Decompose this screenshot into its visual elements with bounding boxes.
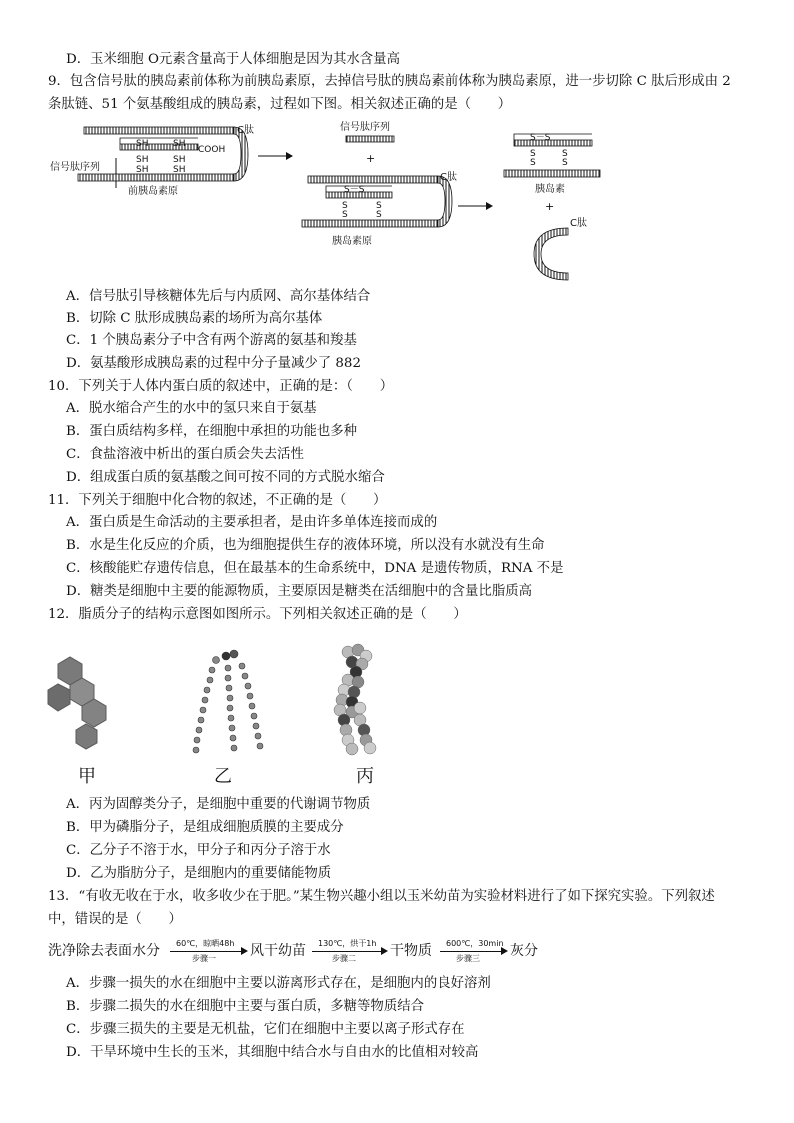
arrow3-step: 步骤三 xyxy=(456,954,480,963)
label-jia: 甲 xyxy=(78,766,96,787)
q13-stem-line1: 13．“有收无收在于水，收多收少在于肥。”某生物兴趣小组以玉米幼苗为实验材料进行了如下探究实验。下列叙述 xyxy=(48,889,715,904)
insulin-processing-figure xyxy=(40,118,610,290)
disulfide-bond: S－S xyxy=(344,185,365,195)
q9-stem-line2: 条肽链、51 个氨基酸组成的胰岛素，过程如下图。相关叙述正确的是（ ） xyxy=(48,97,512,112)
pre-proinsulin-label: 前胰岛素原 xyxy=(128,186,178,197)
s-label: S xyxy=(530,149,536,159)
signal-peptide-label: 信号肽序列 xyxy=(50,162,100,173)
q9-stem-line1: 9．包含信号肽的胰岛素前体称为前胰岛素原，去掉信号肽的胰岛素前体称为胰岛素原，进一步切除 C 肽后形成由 2 xyxy=(48,74,731,89)
q13-option-b[interactable]: B．步骤二损失的水在细胞中主要与蛋白质，多糖等物质结合 xyxy=(66,999,424,1014)
phospholipid-model xyxy=(334,644,376,755)
sh-label: SH xyxy=(173,165,186,175)
sh-label: SH xyxy=(136,139,149,149)
arrow3-condition: 600℃，30min xyxy=(446,939,504,948)
flow-step-airdried: 风干幼苗 xyxy=(250,943,306,959)
q12-option-c[interactable]: C．乙分子不溶于水，甲分子和丙分子溶于水 xyxy=(66,843,331,858)
q12-option-d[interactable]: D．乙为脂肪分子，是细胞内的重要储能物质 xyxy=(66,866,332,881)
q11-stem: 11．下列关于细胞中化合物的叙述，不正确的是（ ） xyxy=(48,493,387,508)
q10-stem: 10．下列关于人体内蛋白质的叙述中，正确的是：（ ） xyxy=(48,379,394,394)
flow-step-ash: 灰分 xyxy=(510,943,538,959)
s-label: S xyxy=(530,158,536,168)
cooh-label: COOH xyxy=(198,145,226,155)
flow-arrow-3 xyxy=(440,951,502,952)
s-label: S xyxy=(376,201,382,211)
proinsulin-label: 胰岛素原 xyxy=(332,236,372,247)
steroid-hexagons xyxy=(48,657,106,749)
flow-step-drymatter: 干物质 xyxy=(390,943,432,959)
flow-arrow-1 xyxy=(170,951,242,952)
q12-stem: 12．脂质分子的结构示意图如图所示。下列相关叙述正确的是（ ） xyxy=(48,607,467,622)
q8-option-d: D．玉米细胞 O元素含量高于人体细胞是因为其水含量高 xyxy=(66,52,400,67)
c-peptide-label: C肽 xyxy=(237,125,254,136)
arrow1-condition: 60℃，晾晒48h xyxy=(176,939,235,948)
q11-option-a[interactable]: A．蛋白质是生命活动的主要承担者，是由许多单体连接而成的 xyxy=(66,515,438,530)
arrow2-step: 步骤二 xyxy=(332,954,356,963)
lipid-structures-figure xyxy=(40,642,440,792)
q9-option-c[interactable]: C．1 个胰岛素分子中含有两个游离的氨基和羧基 xyxy=(66,333,357,348)
q13-stem-line2: 中，错误的是（ ） xyxy=(48,912,182,927)
pre-proinsulin-diagram xyxy=(50,123,254,197)
insulin-label: 胰岛素 xyxy=(535,184,565,195)
q12-option-b[interactable]: B．甲为磷脂分子，是组成细胞质膜的主要成分 xyxy=(66,820,344,835)
sh-label: SH xyxy=(136,155,149,165)
q10-option-b[interactable]: B．蛋白质结构多样，在细胞中承担的功能也多种 xyxy=(66,424,358,439)
plus-sign: + xyxy=(545,200,555,213)
s-label: S xyxy=(562,158,568,168)
q12-option-a[interactable]: A．丙为固醇类分子，是细胞中重要的代谢调节物质 xyxy=(66,797,371,812)
q9-option-d[interactable]: D．氨基酸形成胰岛素的过程中分子量减少了 882 xyxy=(66,356,361,371)
s-label: S xyxy=(376,210,382,220)
q10-option-d[interactable]: D．组成蛋白质的氨基酸之间可按不同的方式脱水缩合 xyxy=(66,470,385,485)
s-label: S xyxy=(342,201,348,211)
sh-label: SH xyxy=(173,139,186,149)
sh-label: SH xyxy=(173,155,186,165)
q9-option-b[interactable]: B．切除 C 肽形成胰岛素的场所为高尔基体 xyxy=(66,311,323,326)
sh-label: SH xyxy=(136,165,149,175)
arrow2-condition: 130℃，烘干1h xyxy=(318,939,377,948)
q9-option-a[interactable]: A．信号肽引导核糖体先后与内质网、高尔基体结合 xyxy=(66,289,371,304)
flow-step-wash: 洗净除去表面水分 xyxy=(48,943,160,959)
proinsulin-diagram xyxy=(302,170,457,247)
q13-option-a[interactable]: A．步骤一损失的水在细胞中主要以游离形式存在，是细胞内的良好溶剂 xyxy=(66,976,491,991)
flow-arrow-2 xyxy=(312,951,382,952)
plus-sign: + xyxy=(366,152,376,165)
q13-option-d[interactable]: D．干旱环境中生长的玉米，其细胞中结合水与自由水的比值相对较高 xyxy=(66,1045,479,1060)
s-label: S xyxy=(342,210,348,220)
c-peptide-label: C肽 xyxy=(440,172,457,183)
arrow1-step: 步骤一 xyxy=(192,954,216,963)
c-peptide-label: C肽 xyxy=(570,218,587,229)
disulfide-bond: S－S xyxy=(530,133,551,143)
q10-option-c[interactable]: C．食盐溶液中析出的蛋白质会失去活性 xyxy=(66,447,304,462)
s-label: S xyxy=(562,149,568,159)
label-bing: 丙 xyxy=(356,766,374,787)
q13-option-c[interactable]: C．步骤三损失的主要是无机盐，它们在细胞中主要以离子形式存在 xyxy=(66,1022,465,1037)
insulin-diagram xyxy=(504,133,600,280)
q11-option-b[interactable]: B．水是生化反应的介质，也为细胞提供生存的液体环境，所以没有水就没有生命 xyxy=(66,538,545,553)
signal-sequence-label: 信号肽序列 xyxy=(340,122,390,133)
q10-option-a[interactable]: A．脱水缩合产生的水中的氢只来自于氨基 xyxy=(66,401,317,416)
q11-option-c[interactable]: C．核酸能贮存遗传信息，但在最基本的生命系统中，DNA 是遗传物质，RNA 不是 xyxy=(66,561,564,576)
fat-molecule-chains xyxy=(193,650,263,753)
q11-option-d[interactable]: D．糖类是细胞中主要的能源物质，主要原因是糖类在活细胞中的含量比脂质高 xyxy=(66,584,533,599)
label-yi: 乙 xyxy=(214,766,232,787)
